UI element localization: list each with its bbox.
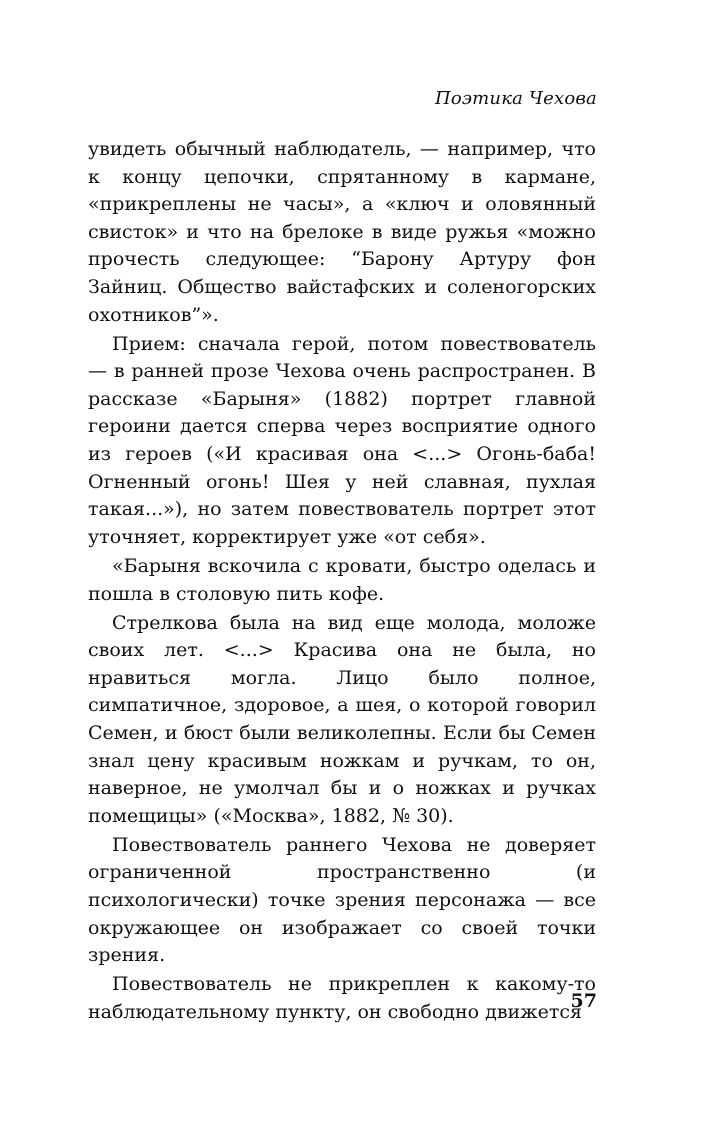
body-text [88, 136, 596, 1028]
paragraph: Прием: сначала герой, потом повествователь — в ранней прозе Чехова очень распространен. В рассказе «Барыня» (1882) портрет главной героини дается сперва через восприятие одного из героев («И красивая она <...> Огонь-баба! Огненный огонь! Шея у ней славная, пухлая такая...»), но затем повествователь портрет этот уточняет, корректирует уже «от себя». [88, 332, 596, 548]
page-number: 57 [570, 990, 597, 1012]
paragraph-continued: увидеть обычный наблюдатель, — например, что к концу цепочки, спрятанному в кармане, «прикреплены не часы», а «ключ и оловянный свисток» и что на брелоке в виде ружья «можно прочесть следующее: “Барону Артуру фон Зайниц. Общество вайстафских и соленогорских охотников”». [88, 138, 596, 326]
quote-paragraph: «Барыня вскочила с кровати, быстро оделась и пошла в столовую пить кофе. [88, 554, 596, 605]
quote-paragraph: Стрелкова была на вид еще молода, моложе своих лет. <...> Красива она не была, но нравиться могла. Лицо было полное, симпатичное, здоровое, а шея, о которой говорил Семен, и бюст были великолепны. Если бы Семен знал цену красивым ножкам и ручкам, то он, наверное, не умолчал бы и о ножках и ручках помещицы» («Москва», 1882, № 30). [88, 611, 596, 827]
paragraph: Повествователь раннего Чехова не доверяет ограниченной пространственно (и психологически) точке зрения персонажа — все окружающее он изображает со своей точки зрения. [88, 833, 596, 967]
running-header: Поэтика Чехова [434, 88, 597, 109]
paragraph: Повествователь не прикреплен к какому-то наблюдательному пункту, он свободно движется [88, 973, 596, 1023]
